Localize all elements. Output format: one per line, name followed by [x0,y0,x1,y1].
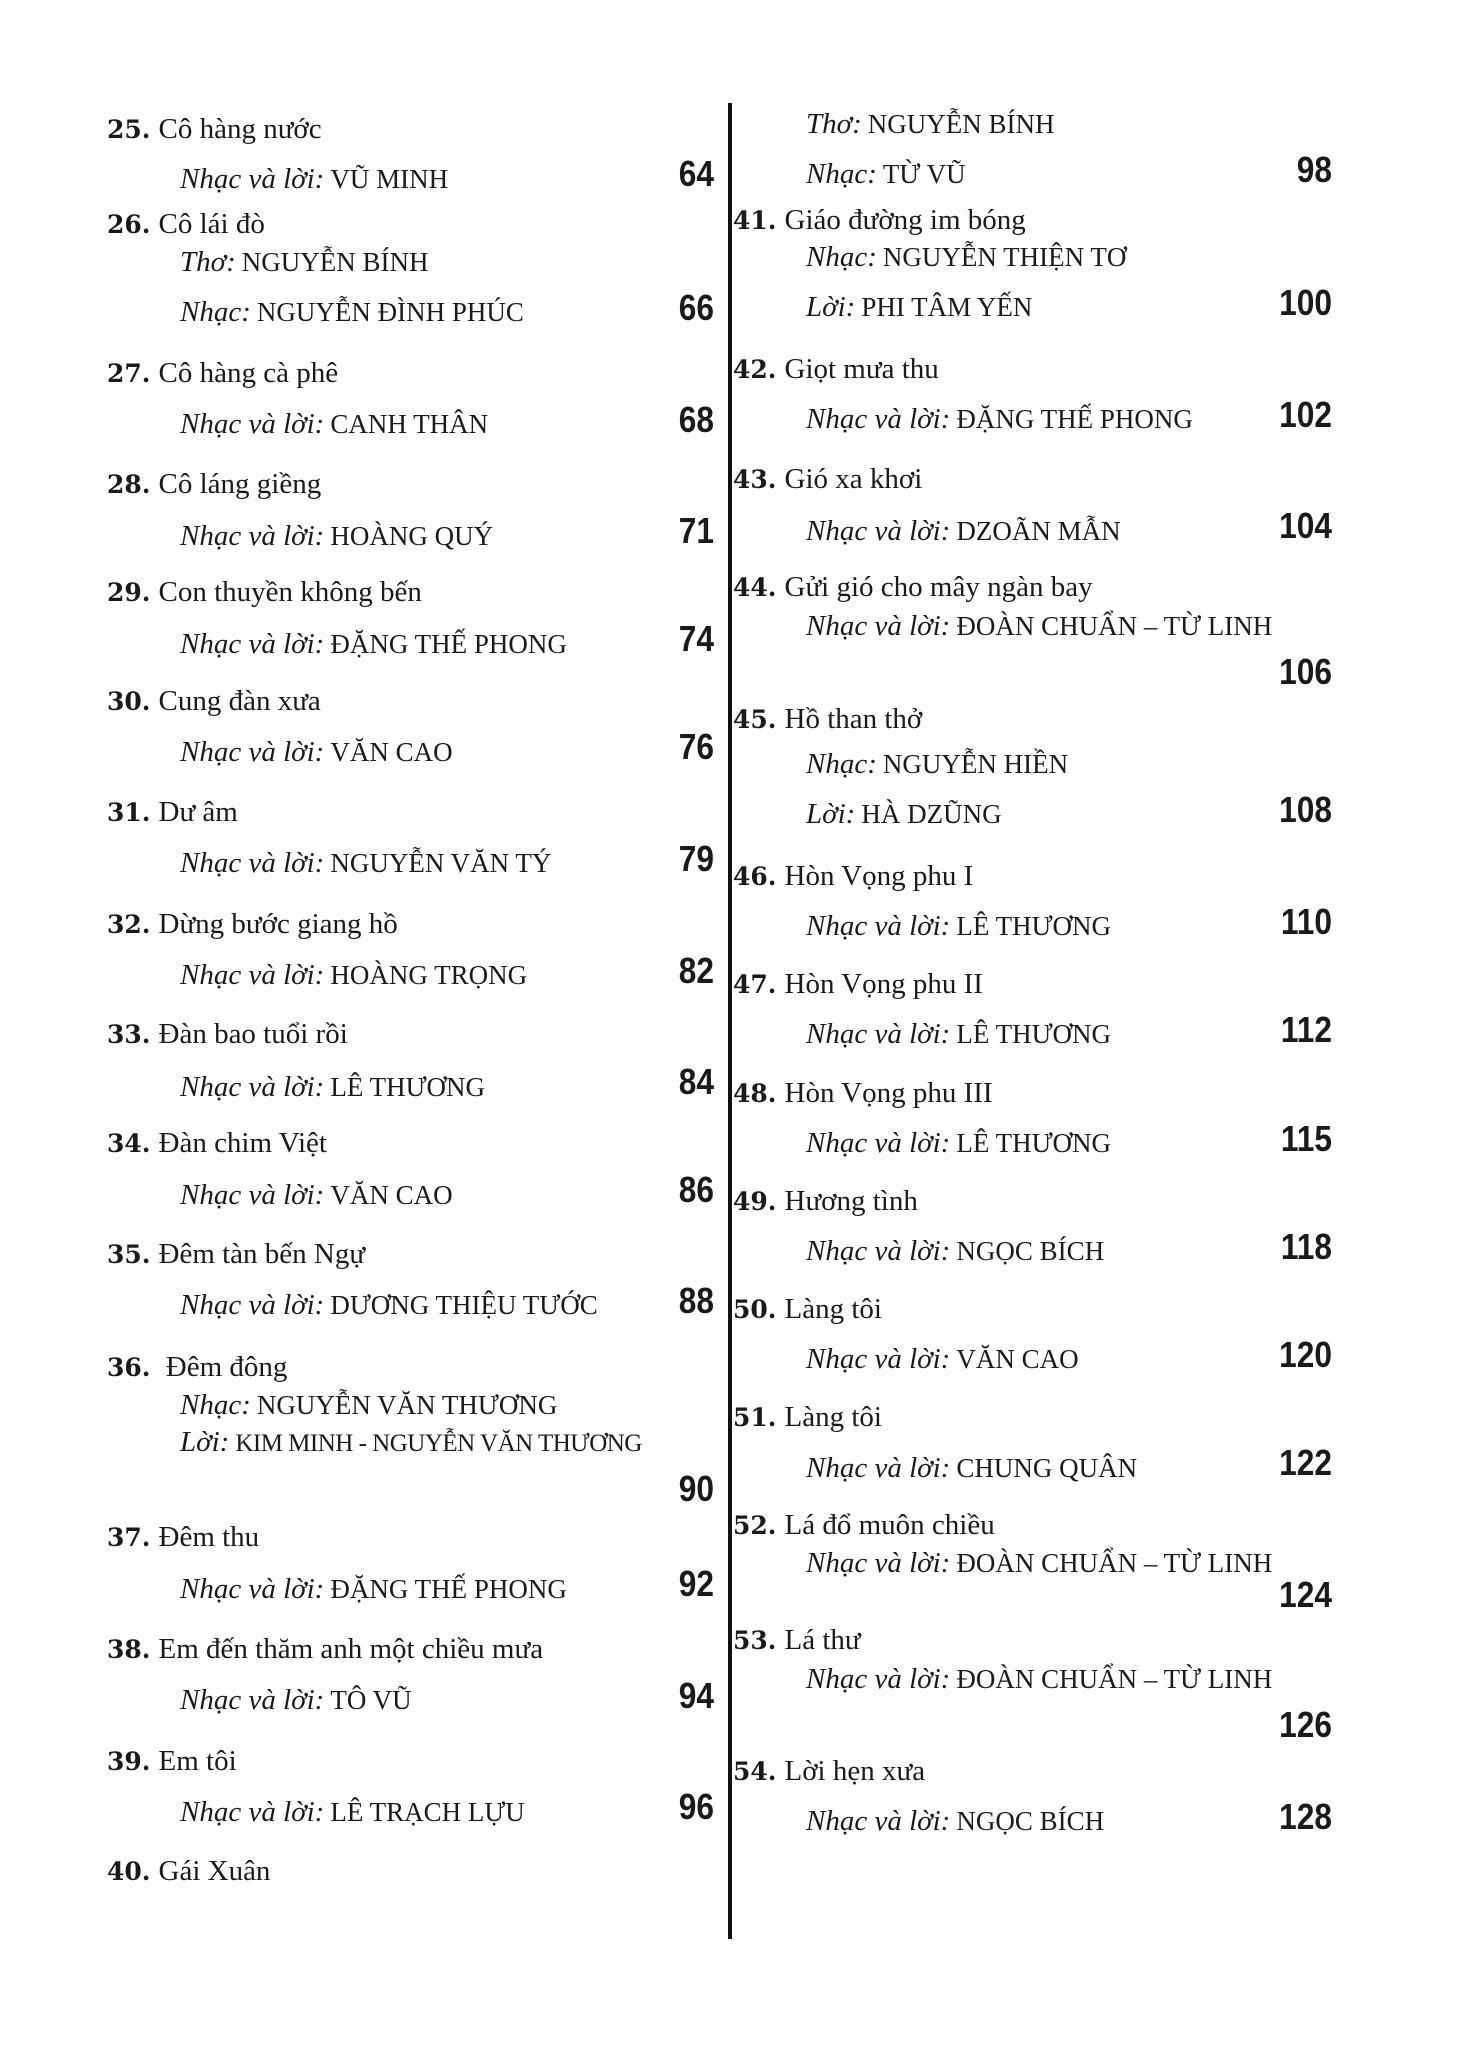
credit-name: CHUNG QUÂN [956,1453,1138,1483]
page-number: 94 [678,1675,714,1716]
entry-number: 33. [107,1020,151,1049]
entry-38-title-line [107,1633,543,1666]
credit-name: NGUYỄN BÍNH [241,247,429,277]
entry-number: 50. [733,1295,777,1324]
song-title: Hương tình [784,1185,918,1217]
page-number: 120 [1279,1334,1332,1375]
entry-credit-line [806,108,1055,141]
credit-name: ĐẶNG THẾ PHONG [330,629,567,659]
entry-31-title-line [107,796,238,829]
credit-role: Nhạc: [806,748,877,780]
credit-name: KIM MINH - NGUYỄN VĂN THƯƠNG [235,1430,642,1457]
page-number: 110 [1280,901,1332,942]
song-title: Gái Xuân [158,1855,271,1887]
credit-role: Nhạc và lời: [806,1235,951,1267]
credit-name: NGUYỄN VĂN THƯƠNG [256,1390,558,1420]
page-number: 106 [1279,651,1332,692]
credit-name: CANH THÂN [330,409,489,439]
credit-role: Nhạc và lời: [180,1071,325,1103]
entry-36-title-line [107,1351,287,1384]
page-number: 108 [1279,789,1332,830]
entry-number: 30. [107,687,151,716]
credit-name: ĐẶNG THẾ PHONG [956,404,1193,434]
song-title: Lá đổ muôn chiều [784,1509,995,1541]
entry-37-title-line [107,1521,259,1554]
credit-role: Nhạc và lời: [180,1289,325,1321]
credit-name: NGỌC BÍCH [956,1806,1105,1836]
entry-credit-line [180,1071,485,1104]
entry-number: 48. [733,1079,777,1108]
entry-credit-line [806,798,1002,831]
entry-credit-line [806,158,966,191]
song-title: Gửi gió cho mây ngàn bay [784,571,1093,603]
entry-number: 28. [107,470,151,499]
song-title: Cô lái đò [158,208,265,240]
page-number: 102 [1279,394,1332,435]
entry-number: 37. [107,1523,151,1552]
entry-43-title-line [733,463,922,496]
credit-role: Nhạc và lời: [180,163,325,195]
entry-49-title-line [733,1185,918,1218]
credit-role: Nhạc và lời: [180,1684,325,1716]
credit-name: PHI TÂM YẾN [861,292,1033,322]
page-number: 128 [1279,1796,1332,1837]
entry-credit-line [806,403,1193,436]
entry-number: 27. [107,359,151,388]
song-title: Em đến thăm anh một chiều mưa [158,1633,544,1665]
entry-credit-line [180,959,527,992]
entry-number: 29. [107,578,151,607]
entry-credit-line [806,1235,1104,1268]
entry-credit-line [180,1573,567,1606]
entry-number: 45. [733,705,777,734]
credit-role: Nhạc: [180,1389,251,1421]
entry-credit-line [806,1452,1137,1485]
entry-number: 49. [733,1187,777,1216]
credit-name: ĐẶNG THẾ PHONG [330,1574,567,1604]
song-title: Hòn Vọng phu II [784,968,983,1000]
entry-credit-line [180,1426,642,1460]
credit-role: Nhạc và lời: [180,1573,325,1605]
entry-credit-line [180,408,488,441]
page-number: 118 [1280,1226,1332,1267]
song-title: Đêm thu [158,1521,260,1553]
credit-name: VĂN CAO [330,737,453,767]
song-title: Gió xa khơi [784,463,923,495]
entry-credit-line [180,296,524,329]
credit-role: Nhạc và lời: [180,847,325,879]
credit-name: NGUYỄN VĂN TÝ [330,848,552,878]
entry-credit-line [180,736,453,769]
credit-role: Nhạc: [180,296,251,328]
entry-number: 43. [733,465,777,494]
entry-credit-line [180,1289,598,1322]
credit-role: Nhạc và lời: [180,959,325,991]
credit-role: Nhạc và lời: [806,1343,951,1375]
credit-name: LÊ THƯƠNG [330,1072,486,1102]
credit-role: Lời: [180,1426,230,1458]
credit-name: ĐOÀN CHUẨN – TỪ LINH [956,611,1273,641]
credit-role: Nhạc và lời: [806,515,951,547]
credit-role: Nhạc và lời: [180,736,325,768]
page-number: 104 [1279,505,1332,546]
credit-name: LÊ THƯƠNG [956,911,1112,941]
page-number: 124 [1279,1574,1332,1615]
credit-name: VĂN CAO [330,1180,453,1210]
entry-47-title-line [733,968,983,1001]
entry-44-title-line [733,571,1093,604]
song-title: Làng tôi [784,1401,882,1433]
credit-role: Lời: [806,291,856,323]
entry-credit-line [806,1805,1104,1838]
credit-name: LÊ THƯƠNG [956,1019,1112,1049]
credit-role: Nhạc và lời: [806,1805,951,1837]
song-title: Giáo đường im bóng [784,204,1026,236]
page-number: 98 [1296,149,1332,190]
credit-name: TỪ VŨ [882,159,966,189]
entry-number: 34. [107,1129,151,1158]
entry-credit-line [806,1018,1111,1051]
entry-number: 47. [733,970,777,999]
credit-role: Nhạc và lời: [806,403,951,435]
entry-28-title-line [107,468,321,501]
entry-number: 39. [107,1747,151,1776]
entry-27-title-line [107,357,338,390]
song-title: Dư âm [158,796,238,828]
entry-number: 35. [107,1240,151,1269]
credit-name: LÊ THƯƠNG [956,1128,1112,1158]
page-number: 64 [678,153,714,194]
entry-54-title-line [733,1755,925,1788]
credit-role: Nhạc: [806,158,877,190]
song-title: Đàn chim Việt [158,1127,327,1159]
credit-name: NGUYỄN BÍNH [867,109,1055,139]
song-title: Lá thư [784,1624,861,1656]
credit-name: TÔ VŨ [330,1685,412,1715]
entry-number: 26. [107,210,151,239]
entry-credit-line [180,847,551,880]
credit-role: Nhạc và lời: [806,910,951,942]
credit-name: DƯƠNG THIỆU TƯỚC [330,1290,598,1320]
entry-credit-line [806,610,1272,643]
entry-33-title-line [107,1018,348,1051]
entry-number: 25. [107,115,151,144]
entry-number: 46. [733,862,777,891]
song-title: Hồ than thở [784,703,923,735]
entry-50-title-line [733,1293,882,1326]
credit-role: Nhạc và lời: [806,1018,951,1050]
entry-credit-line [180,163,448,196]
credit-name: NGUYỄN ĐÌNH PHÚC [256,297,524,327]
entry-45-title-line [733,703,922,736]
credit-name: VĂN CAO [956,1344,1079,1374]
entry-credit-line [806,291,1032,324]
credit-name: LÊ TRẠCH LỰU [330,1797,525,1827]
credit-name: NGUYỄN THIỆN TƠ [882,242,1127,272]
entry-41-title-line [733,204,1026,237]
entry-credit-line [180,1796,525,1829]
entry-30-title-line [107,685,321,718]
song-title: Hòn Vọng phu I [784,860,974,892]
entry-number: 54. [733,1757,777,1786]
page-number: 82 [678,950,714,991]
credit-role: Lời: [806,798,856,830]
page-number: 115 [1280,1118,1332,1159]
credit-name: DZOÃN MẪN [956,516,1121,546]
credit-role: Nhạc và lời: [180,1179,325,1211]
page-number: 76 [678,726,714,767]
credit-role: Nhạc và lời: [806,1127,951,1159]
credit-name: ĐOÀN CHUẨN – TỪ LINH [956,1664,1273,1694]
credit-name: HÀ DZŨNG [861,799,1002,829]
page-number: 68 [678,399,714,440]
song-title: Cô láng giềng [158,468,322,500]
entry-51-title-line [733,1401,882,1434]
entry-number: 41. [733,206,777,235]
entry-number: 31. [107,798,151,827]
credit-role: Nhạc và lời: [806,1547,951,1579]
credit-role: Thơ: [180,246,236,278]
page-number: 84 [678,1061,714,1102]
page-number: 100 [1279,282,1332,323]
song-title: Lời hẹn xưa [784,1755,926,1787]
credit-name: VŨ MINH [330,164,449,194]
song-title: Làng tôi [784,1293,882,1325]
entry-credit-line [180,1684,412,1717]
song-title: Em tôi [158,1745,237,1777]
entry-credit-line [180,520,493,553]
page-number: 122 [1279,1442,1332,1483]
page-number: 86 [678,1169,714,1210]
entry-42-title-line [733,353,939,386]
page-number: 79 [678,838,714,879]
credit-name: NGUYỄN HIỀN [882,749,1069,779]
entry-number: 36. [107,1353,151,1382]
song-title: Con thuyền không bến [158,576,422,608]
page-number: 88 [678,1280,714,1321]
entry-credit-line [806,1547,1272,1580]
credit-name: NGỌC BÍCH [956,1236,1105,1266]
entry-26-title-line [107,208,265,241]
entry-credit-line [180,628,567,661]
credit-role: Nhạc và lời: [806,1452,951,1484]
page-number: 71 [678,510,714,551]
song-title: Hòn Vọng phu III [784,1077,993,1109]
entry-53-title-line [733,1624,861,1657]
song-title: Đêm tàn bến Ngự [158,1238,366,1270]
entry-29-title-line [107,576,422,609]
entry-credit-line [806,1127,1111,1160]
entry-credit-line [806,910,1111,943]
song-title: Cô hàng cà phê [158,357,339,389]
entry-39-title-line [107,1745,237,1778]
entry-35-title-line [107,1238,365,1271]
song-title: Dừng bước giang hồ [158,908,398,940]
entry-number: 38. [107,1635,151,1664]
entry-number: 51. [733,1403,777,1432]
entry-credit-line [806,1663,1272,1696]
entry-credit-line [180,1389,557,1422]
song-title: Giọt mưa thu [784,353,939,385]
song-title: Cô hàng nước [158,113,322,145]
entry-46-title-line [733,860,973,893]
entry-number: 44. [733,573,777,602]
credit-role: Nhạc: [806,241,877,273]
entry-40-title-line [107,1855,270,1888]
page-number: 126 [1279,1704,1332,1745]
credit-name: HOÀNG TRỌNG [330,960,528,990]
entry-credit-line [180,246,429,279]
credit-name: HOÀNG QUÝ [330,521,494,551]
entry-credit-line [806,748,1068,781]
page-number: 74 [678,618,714,659]
page-number: 66 [678,287,714,328]
entry-credit-line [806,241,1126,274]
credit-role: Nhạc và lời: [180,1796,325,1828]
column-divider [728,103,732,1939]
credit-role: Nhạc và lời: [806,1663,951,1695]
entry-credit-line [806,1343,1079,1376]
credit-role: Nhạc và lời: [180,520,325,552]
credit-name: ĐOÀN CHUẨN – TỪ LINH [956,1548,1273,1578]
entry-credit-line [806,515,1121,548]
entry-34-title-line [107,1127,327,1160]
page-number: 96 [678,1786,714,1827]
entry-number: 52. [733,1511,777,1540]
credit-role: Thơ: [806,108,862,140]
entry-number: 40. [107,1857,151,1886]
song-title: Cung đàn xưa [158,685,321,717]
entry-number: 42. [733,355,777,384]
entry-credit-line [180,1179,453,1212]
page-number: 92 [678,1563,714,1604]
entry-48-title-line [733,1077,993,1110]
entry-25-title-line [107,113,322,146]
entry-number: 32. [107,910,151,939]
credit-role: Nhạc và lời: [180,628,325,660]
song-title: Đàn bao tuổi rồi [158,1018,348,1050]
entry-52-title-line [733,1509,995,1542]
entry-number: 53. [733,1626,777,1655]
song-title: Đêm đông [158,1351,288,1383]
credit-role: Nhạc và lời: [806,610,951,642]
credit-role: Nhạc và lời: [180,408,325,440]
page-number: 90 [678,1468,714,1509]
entry-32-title-line [107,908,398,941]
page-number: 112 [1280,1009,1332,1050]
